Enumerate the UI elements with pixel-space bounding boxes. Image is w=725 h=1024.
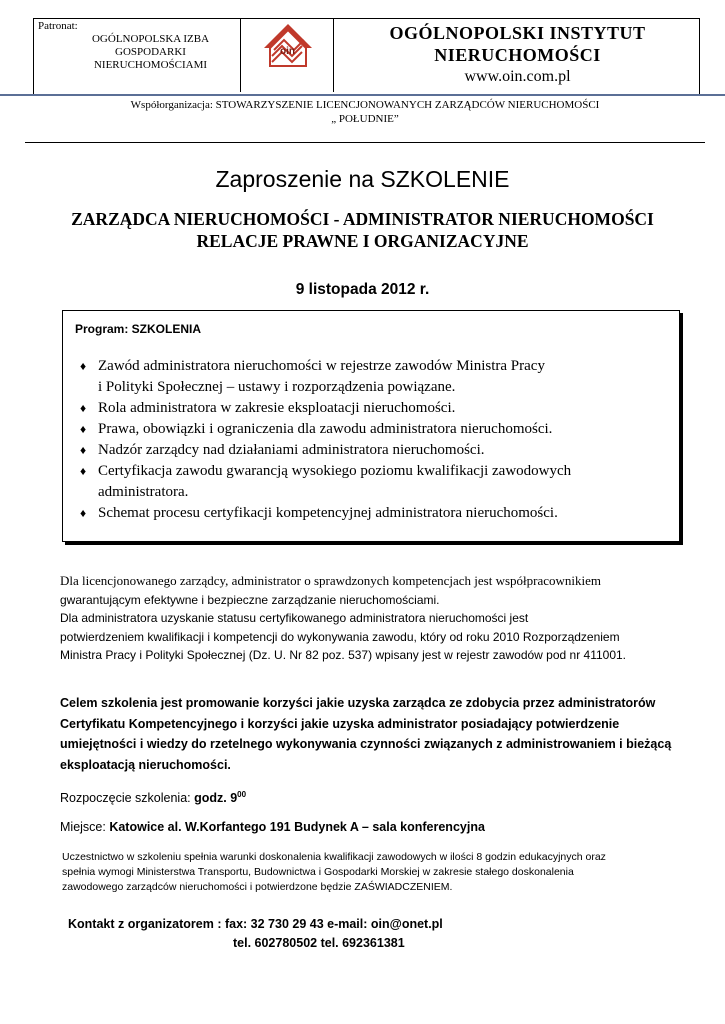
header-rule <box>0 94 725 96</box>
diamond-bullet-icon: ♦ <box>80 359 87 373</box>
start-time <box>60 790 246 805</box>
contact-block <box>68 915 443 953</box>
contact-line2: tel. 602780502 tel. 692361381 <box>233 936 405 950</box>
house-logo-icon <box>262 22 314 68</box>
note-line: zawodowego zarządców nieruchomości i potwierdzone będzie ZAŚWIADCZENIEM. <box>62 881 453 893</box>
program-title: Program: SZKOLENIA <box>75 322 202 336</box>
training-subtitle <box>20 208 705 252</box>
institute-name-line2: NIERUCHOMOŚCI <box>434 45 601 65</box>
subtitle-line2: RELACJE PRAWNE I ORGANIZACYJNE <box>196 231 529 251</box>
place-value: Katowice al. W.Korfantego 191 Budynek A – sala konferencyjna <box>109 820 485 834</box>
description-line: Ministra Pracy i Polityki Społecznej (Dz. U. Nr 82 poz. 537) wpisany jest w rejestr zawodów pod nr 411001. <box>60 648 627 662</box>
goal-line: eksploatacją nieruchomości. <box>60 757 231 772</box>
diamond-bullet-icon: ♦ <box>80 506 87 520</box>
description-line: gwarantującym efektywne i bezpieczne zarządzanie nieruchomościami. <box>60 592 440 607</box>
description-line: Dla administratora uzyskanie statusu certyfikowanego administratora nieruchomości jest <box>60 611 529 625</box>
training-date: 9 listopada 2012 r. <box>295 281 430 298</box>
description-paragraph <box>60 572 700 665</box>
contact-line1: Kontakt z organizatorem : fax: 32 730 29 43 e-mail: oin@onet.pl <box>68 917 443 931</box>
note-line: spełnia wymogi Ministerstwa Transportu, Budownictwa i Gospodarki Morskiej w zakresie stałego doskonalenia <box>62 866 574 878</box>
separator-line <box>25 142 705 143</box>
patronat-block <box>38 20 238 72</box>
subtitle-line1: ZARZĄDCA NIERUCHOMOŚCI - ADMINISTRATOR NIERUCHOMOŚCI <box>71 209 654 229</box>
page-title: Zaproszenie na SZKOLENIE <box>215 166 510 192</box>
start-time-value: godz. 9 <box>194 791 238 806</box>
svg-text:oin: oin <box>280 46 295 57</box>
header-divider <box>240 18 241 92</box>
institute-block <box>340 22 695 88</box>
website-link[interactable]: www.oin.com.pl <box>464 68 571 85</box>
certificate-note <box>62 850 682 895</box>
diamond-bullet-icon: ♦ <box>80 464 87 478</box>
list-item: ♦ Zawód administratora nieruchomości w rejestrze zawodów Ministra Pracy i Polityki Społecznej – ustawy i rozporządzenia powiązane. <box>80 358 545 395</box>
list-item: ♦ Nadzór zarządcy nad działaniami administratora nieruchomości. <box>80 440 680 461</box>
header-divider <box>333 18 334 92</box>
diamond-bullet-icon: ♦ <box>80 422 87 436</box>
goal-line: umiejętności i wiedzy do rzetelnego wykonywania czynności związanych z administrowaniem i bieżącą <box>60 737 672 751</box>
goal-line: Certyfikatu Kompetencyjnego i korzyści jakie uzyska administrator posiadający potwierdzenie <box>60 716 620 731</box>
institute-name-line1: OGÓLNOPOLSKI INSTYTUT <box>389 23 646 43</box>
list-item: ♦ Schemat procesu certyfikacji kompetencyjnej administratora nieruchomości. <box>80 503 680 524</box>
patronat-org-line3: NIERUCHOMOŚCIAMI <box>93 59 208 71</box>
list-item: ♦ Rola administratora w zakresie eksploatacji nieruchomości. <box>80 398 680 419</box>
cooperation-line2: „ POŁUDNIE” <box>331 113 399 125</box>
list-item: ♦ Certyfikacja zawodu gwarancją wysokiego poziomu kwalifikacji zawodowych administratora. <box>80 463 572 500</box>
cooperation-block <box>60 98 670 126</box>
training-place <box>60 820 485 834</box>
diamond-bullet-icon: ♦ <box>80 443 87 457</box>
place-label: Miejsce: <box>60 820 110 834</box>
start-time-minutes: 00 <box>237 790 247 799</box>
start-label: Rozpoczęcie szkolenia: <box>60 791 195 806</box>
goal-line: Celem szkolenia jest promowanie korzyści jakie uzyska zarządca ze zdobycia przez administratorów <box>60 696 656 710</box>
patronat-label: Patronat: <box>38 20 78 32</box>
diamond-bullet-icon: ♦ <box>80 401 87 415</box>
patronat-org-line2: GOSPODARKI <box>115 46 186 58</box>
note-line: Uczestnictwo w szkoleniu spełnia warunki doskonalenia kwalifikacji zawodowych w ilości 8 godzin edukacyjnych oraz <box>62 851 606 863</box>
goal-paragraph <box>60 693 710 775</box>
list-item: ♦ Prawa, obowiązki i ograniczenia dla zawodu administratora nieruchomości. <box>80 419 680 440</box>
program-list <box>80 356 680 524</box>
patronat-org-line1: OGÓLNOPOLSKA IZBA <box>91 33 210 45</box>
description-line: Dla licencjonowanego zarządcy, administrator o sprawdzonych kompetencjach jest współpracownikiem <box>60 573 601 588</box>
cooperation-line1: Współorganizacja: STOWARZYSZENIE LICENCJONOWANYCH ZARZĄDCÓW NIERUCHOMOŚCI <box>130 99 600 111</box>
description-line: potwierdzeniem kwalifikacji i kompetencji do wykonywania zawodu, który od roku 2010 Rozporządzeniem <box>60 629 620 644</box>
